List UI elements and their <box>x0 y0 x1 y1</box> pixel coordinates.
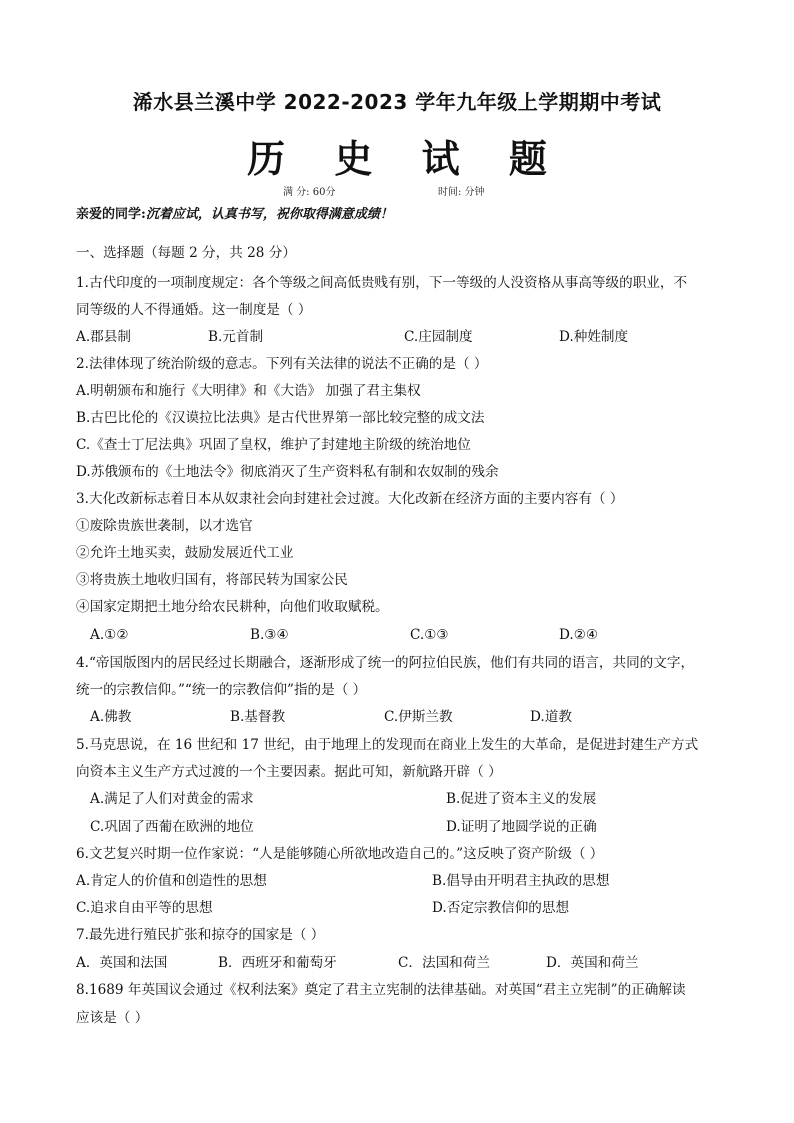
question-5-option-a: A.满足了人们对黄金的需求 <box>90 791 254 807</box>
question-3-option-c: C.①③ <box>410 627 449 643</box>
question-3-option-a: A.①② <box>90 627 129 643</box>
question-7-option-d: D．英国和荷兰 <box>546 955 639 971</box>
question-1-option-d: D.种姓制度 <box>559 329 629 345</box>
question-6-option-d: D.否定宗教信仰的思想 <box>432 900 570 916</box>
question-2-option-d: D.苏俄颁布的《土地法令》彻底消灭了生产资料私有制和农奴制的残余 <box>76 464 499 480</box>
exam-title: 浠水县兰溪中学 2022-2023 学年九年级上学期期中考试 <box>132 90 662 114</box>
question-1-stem-line2: 同等级的人不得通婚。这一制度是（ ） <box>76 302 312 318</box>
question-8-stem-line2: 应该是（ ） <box>76 1010 149 1026</box>
question-3-item-3: ③将贵族土地收归国有，将部民转为国家公民 <box>76 572 348 588</box>
question-6-stem: 6.文艺复兴时期一位作家说：“人是能够随心所欲地改造自己的。”这反映了资产阶级（ ） <box>76 846 604 862</box>
question-5-option-c: C.巩固了西葡在欧洲的地位 <box>90 819 254 835</box>
question-3-stem: 3.大化改新标志着日本从奴隶社会向封建社会过渡。大化改新在经济方面的主要内容有（ ） <box>76 491 624 507</box>
question-6-option-c: C.追求自由平等的思想 <box>76 900 213 916</box>
greeting <box>76 203 393 222</box>
question-3-option-d: D.②④ <box>559 627 599 643</box>
question-5-stem-line2: 向资本主义生产方式过渡的一个主要因素。据此可知，新航路开辟（ ） <box>76 764 502 780</box>
question-5-option-b: B.促进了资本主义的发展 <box>446 791 597 807</box>
question-2-option-b: B.古巴比伦的《汉谟拉比法典》是古代世界第一部比较完整的成文法 <box>76 410 485 426</box>
question-4-option-d: D.道教 <box>530 709 572 725</box>
question-3-item-4: ④国家定期把土地分给农民耕种，向他们收取赋税。 <box>76 599 389 615</box>
question-6-option-b: B.倡导由开明君主执政的思想 <box>432 873 610 889</box>
greeting-label: 亲爱的同学: <box>76 207 146 222</box>
question-7-option-c: C．法国和荷兰 <box>398 955 490 971</box>
score-label: 满 分: 60分 <box>283 187 336 198</box>
question-3-item-2: ②允许土地买卖，鼓励发展近代工业 <box>76 545 294 561</box>
question-7-option-b: B．西班牙和葡萄牙 <box>218 955 337 971</box>
section-heading: 一、选择题（每题 2 分，共 28 分） <box>76 245 296 261</box>
question-5-stem-line1: 5.马克思说，在 16 世纪和 17 世纪，由于地理上的发现而在商业上发生的大革命，是促进封建生产方式 <box>76 737 699 753</box>
question-1-stem-line1: 1.古代印度的一项制度规定：各个等级之间高低贵贱有别，下一等级的人没资格从事高等级的职业，不 <box>76 275 688 291</box>
question-1-option-c: C.庄园制度 <box>404 329 473 345</box>
greeting-message: 沉着应试，认真书写，祝你取得满意成绩！ <box>145 207 393 222</box>
question-7-option-a: A．英国和法国 <box>76 955 168 971</box>
time-label: 时间: 分钟 <box>438 187 485 198</box>
question-8-stem-line1: 8.1689 年英国议会通过《权利法案》奠定了君主立宪制的法律基础。对英国“君主立宪制”的正确解读 <box>76 982 686 998</box>
question-4-option-c: C.伊斯兰教 <box>384 709 453 725</box>
question-4-option-b: B.基督教 <box>230 709 286 725</box>
question-1-option-a: A.郡县制 <box>76 329 131 345</box>
question-1-option-b: B.元首制 <box>208 329 264 345</box>
question-4-stem-line2: 统一的宗教信仰。”“统一的宗教信仰”指的是（ ） <box>76 682 367 698</box>
question-6-option-a: A.肯定人的价值和创造性的思想 <box>76 873 267 889</box>
question-5-option-d: D.证明了地圆学说的正确 <box>446 819 597 835</box>
question-2-stem: 2.法律体现了统治阶级的意志。下列有关法律的说法不正确的是（ ） <box>76 356 488 372</box>
question-7-stem: 7.最先进行殖民扩张和掠夺的国家是（ ） <box>76 927 325 943</box>
subject-title: 历 史 试 题 <box>247 136 565 181</box>
question-3-option-b: B.③④ <box>250 627 289 643</box>
question-4-stem-line1: 4.“帝国版图内的居民经过长期融合，逐渐形成了统一的阿拉伯民族，他们有共同的语言，共同的文字， <box>76 655 695 671</box>
question-3-item-1: ①废除贵族世袭制，以才选官 <box>76 518 253 534</box>
question-2-option-a: A.明朝颁布和施行《大明律》和《大诰》 加强了君主集权 <box>76 383 421 399</box>
question-4-option-a: A.佛教 <box>90 709 132 725</box>
question-2-option-c: C.《查士丁尼法典》巩固了皇权，维护了封建地主阶级的统治地位 <box>76 437 471 453</box>
